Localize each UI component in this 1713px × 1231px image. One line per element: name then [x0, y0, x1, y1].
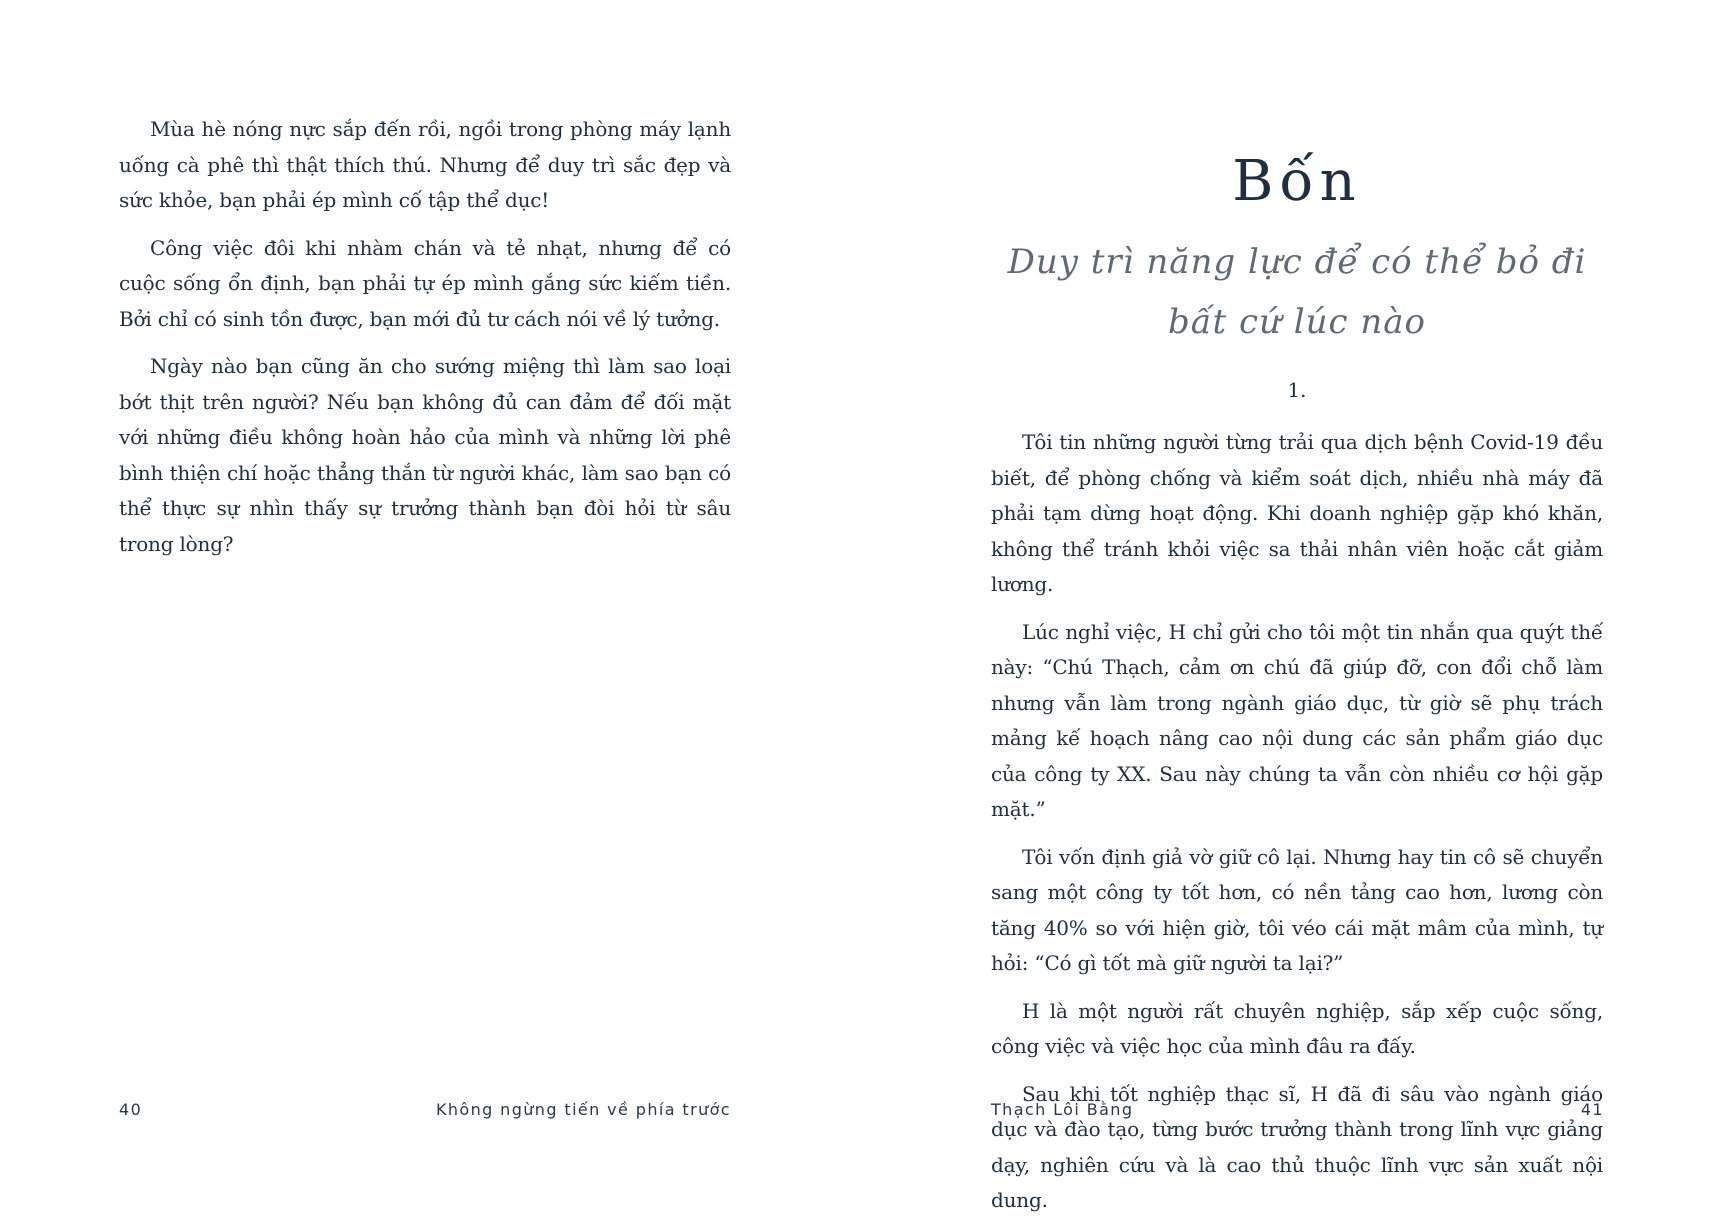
left-paragraph-2: Công việc đôi khi nhàm chán và tẻ nhạt, nhưng để có cuộc sống ổn định, bạn phải tự ép mình gắng sức kiếm tiền. Bởi chỉ có sinh tồn được, bạn mới đủ tư cách nói về lý tưởng. [119, 235, 731, 331]
chapter-subtitle: Duy trì năng lực để có thể bỏ đi bất cứ lúc nào [1007, 242, 1587, 343]
left-body-text [119, 112, 731, 574]
right-page [856, 0, 1713, 1212]
right-paragraph-1: Tôi tin những người từng trải qua dịch bệnh Covid-19 đều biết, để phòng chống và kiểm soát dịch, nhiều nhà máy đã phải tạm dừng hoạt động. Khi doanh nghiệp gặp khó khăn, không thể tránh khỏi việc sa thải nhân viên hoặc cắt giảm lương. [991, 430, 1603, 596]
right-paragraph-4: H là một người rất chuyên nghiệp, sắp xếp cuộc sống, công việc và việc học của mình đâu ra đấy. [991, 998, 1603, 1058]
left-page [0, 0, 856, 1182]
right-paragraph-3: Tôi vốn định giả vờ giữ cô lại. Nhưng hay tin cô sẽ chuyển sang một công ty tốt hơn, có nền tảng cao hơn, lương còn tăng 40% so với hiện giờ, tôi véo cái mặt mâm của mình, tự hỏi: “Có gì tốt mà giữ người ta lại?” [991, 844, 1603, 975]
left-page-number: 40 [119, 1100, 143, 1119]
author-name: Thạch Lôi Bằng [991, 1100, 1134, 1119]
right-paragraph-2: Lúc nghỉ việc, H chỉ gửi cho tôi một tin nhắn qua quýt thế này: “Chú Thạch, cảm ơn chú đã giúp đỡ, con đổi chỗ làm nhưng vẫn làm trong ngành giáo dục, từ giờ sẽ phụ trách mảng kế hoạch nâng cao nội dung các sản phẩm giáo dục của công ty XX. Sau này chúng ta vẫn còn nhiều cơ hội gặp mặt.” [991, 619, 1603, 821]
right-paragraph-5: Sau khi tốt nghiệp thạc sĩ, H đã đi sâu vào ngành giáo dục và đào tạo, từng bước trưởng thành trong lĩnh vực giảng dạy, nghiên cứu và là cao thủ thuộc lĩnh vực sản xuất nội dung. [991, 1081, 1603, 1212]
section-number: 1. [1287, 378, 1307, 402]
chapter-title: Bốn [1232, 148, 1362, 214]
right-page-number: 41 [1580, 1100, 1604, 1119]
running-title: Không ngừng tiến về phía trước [435, 1100, 731, 1119]
left-paragraph-1: Mùa hè nóng nực sắp đến rồi, ngồi trong phòng máy lạnh uống cà phê thì thật thích thú. Nhưng để duy trì sắc đẹp và sức khỏe, bạn phải ép mình cố tập thể dục! [119, 117, 731, 212]
left-paragraph-3: Ngày nào bạn cũng ăn cho sướng miệng thì làm sao loại bớt thịt trên người? Nếu bạn không đủ can đảm để đối mặt với những điều không hoàn hảo của mình và những lời phê bình thiện chí hoặc thẳng thắn từ người khác, làm sao bạn có thể thực sự nhìn thấy sự trưởng thành bạn đòi hỏi từ sâu trong lòng? [119, 354, 731, 556]
